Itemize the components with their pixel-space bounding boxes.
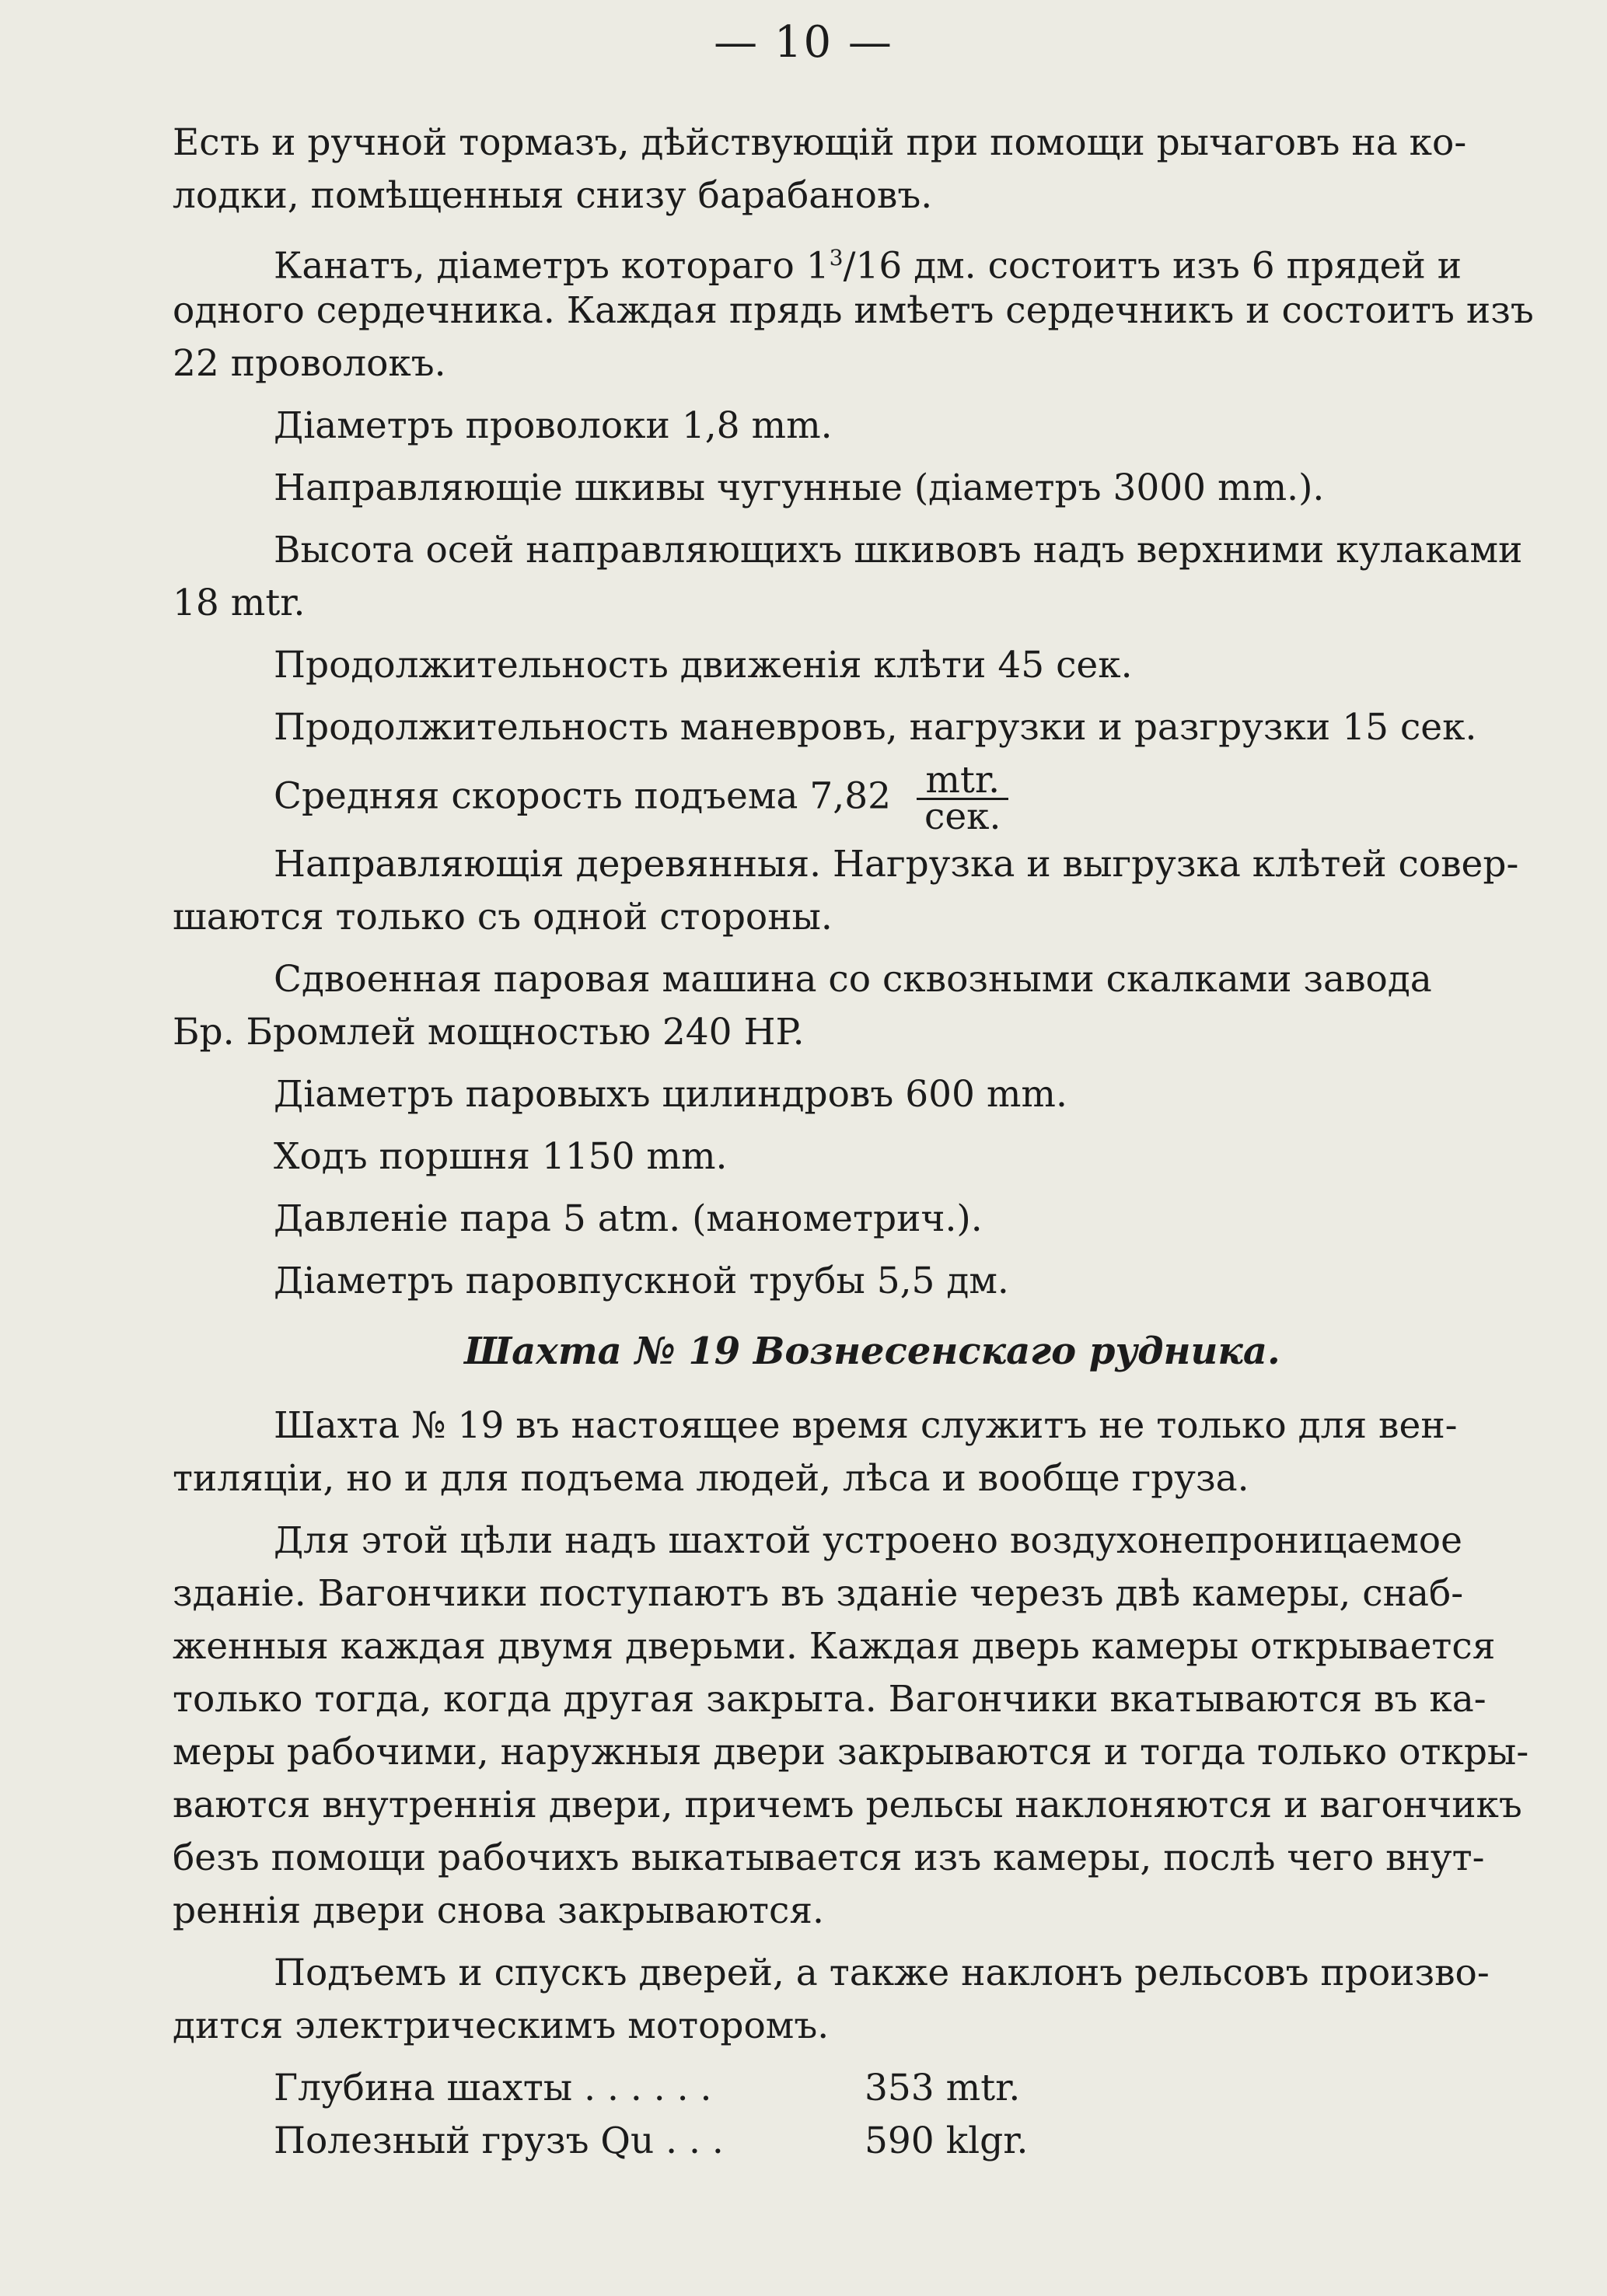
fraction [917, 759, 1008, 838]
text-line: Есть и ручной тормазъ, дѣйствующій при помощи рычаговъ на ко- [173, 121, 1467, 164]
text-line: Діаметръ паровпускной трубы 5,5 дм. [274, 1260, 1009, 1302]
text-line: Ходъ поршня 1150 mm. [274, 1135, 728, 1178]
text-line: Продолжительность маневровъ, нагрузки и разгрузки 15 сек. [274, 706, 1477, 749]
spec-label: Глубина шахты . . . . . . [274, 2067, 712, 2109]
text-line [173, 232, 1572, 288]
spec-value: 353 mtr. [865, 2067, 1021, 2109]
section-heading: Шахта № 19 Вознесенскаго рудника. [464, 1330, 1280, 1373]
paragraph-rope [173, 232, 1572, 390]
text-line: 18 mtr. [173, 582, 306, 624]
paragraph-guides [173, 838, 1572, 944]
text-line: шаются только съ одной стороны. [173, 896, 833, 938]
text-line: одного сердечника. Каждая прядь имѣетъ сердечникъ и состоитъ изъ [173, 289, 1534, 332]
fraction-denominator: сек. [924, 795, 1001, 838]
text-line: Діаметръ паровыхъ цилиндровъ 600 mm. [274, 1073, 1067, 1116]
text-line: Направляющіе шкивы чугунные (діаметръ 3000 mm.). [274, 467, 1325, 509]
text-line: лодки, помѣщенныя снизу барабановъ. [173, 174, 933, 217]
text-line: Бр. Бромлей мощностью 240 HP. [173, 1011, 805, 1054]
paragraph-engine [173, 953, 1572, 1059]
text-line: только тогда, когда другая закрыта. Вагончики вкатываются въ ка- [173, 1678, 1486, 1721]
text-line: Давленіе пара 5 atm. (манометрич.). [274, 1197, 983, 1240]
spec-value: 590 klgr. [865, 2120, 1029, 2162]
page-number: — 10 — [714, 17, 893, 68]
text-line: дится электрическимъ моторомъ. [173, 2004, 830, 2047]
paragraph-motor [173, 1947, 1572, 2053]
spec-row-load [173, 2115, 1572, 2168]
text-line: тиляціи, но и для подъема людей, лѣса и вообще груза. [173, 1457, 1249, 1500]
page-body [173, 117, 1572, 2168]
paragraph-shaft-purpose [173, 1400, 1572, 1505]
paragraph-brake [173, 117, 1572, 222]
paragraph-building [173, 1515, 1572, 1938]
text-line: Подъемъ и спускъ дверей, а также наклонъ рельсовъ произво- [274, 1952, 1490, 1994]
text-line: Продолжительность движенія клѣти 45 сек. [274, 644, 1133, 687]
text-line: Діаметръ проволоки 1,8 mm. [274, 404, 833, 447]
text-line: Шахта № 19 въ настоящее время служитъ не только для вен- [274, 1404, 1458, 1447]
text-line: реннія двери снова закрываются. [173, 1889, 824, 1932]
text-line: ваются внутреннія двери, причемъ рельсы наклоняются и вагончикъ [173, 1784, 1522, 1826]
spec-row-depth [173, 2062, 1572, 2115]
text-line: безъ помощи рабочихъ выкатывается изъ камеры, послѣ чего внут- [173, 1836, 1485, 1879]
text-fragment: /16 дм. состоитъ изъ 6 прядей и [843, 244, 1462, 288]
text-fragment: Средняя скорость подъема 7,82 [274, 774, 892, 818]
text-line: Сдвоенная паровая машина со сквозными скалками завода [274, 958, 1432, 1001]
text-line: меры рабочими, наружныя двери закрываются и тогда только откры- [173, 1731, 1529, 1774]
paragraph-axis-height [173, 524, 1572, 630]
text-line: Для этой цѣли надъ шахтой устроено воздухонепроницаемое [274, 1519, 1462, 1562]
fraction-numerator: mtr. [917, 764, 1008, 800]
text-fragment: Канатъ, діаметръ котораго 1 [274, 244, 830, 288]
text-line: женныя каждая двумя дверьми. Каждая дверь камеры открывается [173, 1625, 1496, 1668]
text-line: Высота осей направляющихъ шкивовъ надъ верхними кулаками [274, 529, 1523, 571]
superscript: 3 [829, 245, 844, 271]
spec-label: Полезный грузъ Qu . . . [274, 2120, 724, 2162]
text-line-speed [173, 759, 1572, 838]
text-line: 22 проволокъ. [173, 342, 446, 385]
text-line: Направляющія деревянныя. Нагрузка и выгрузка клѣтей совер- [274, 843, 1519, 886]
text-line: зданіе. Вагончики поступаютъ въ зданіе черезъ двѣ камеры, снаб- [173, 1572, 1464, 1615]
